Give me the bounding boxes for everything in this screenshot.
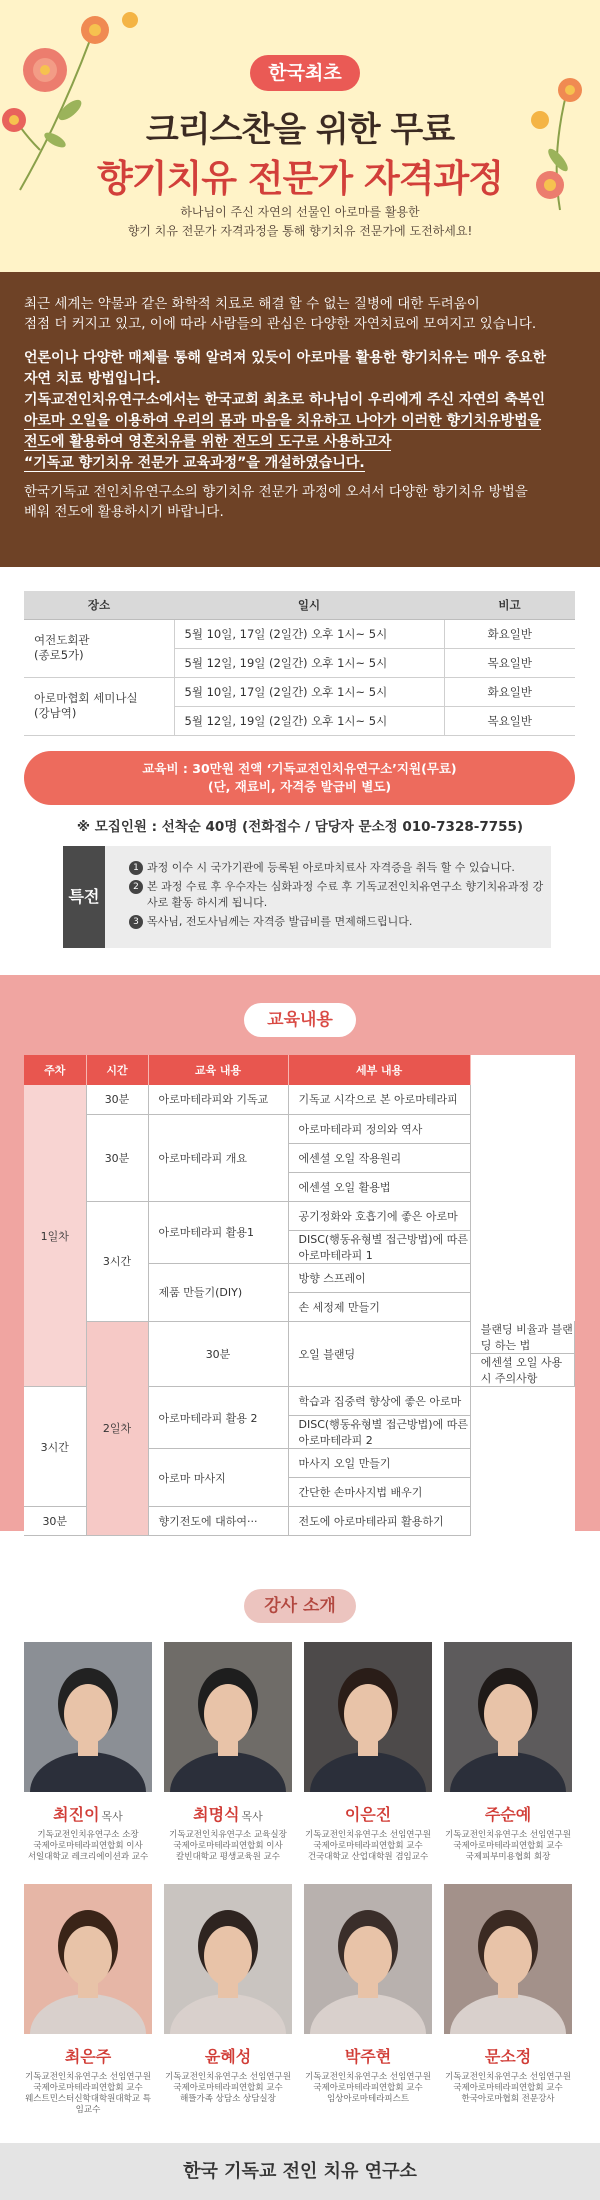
instructor-name: 주순예: [484, 1805, 532, 1824]
intro-section: [0, 272, 600, 567]
instructor-photo: [444, 1642, 572, 1792]
instructor-card: [444, 1884, 572, 2105]
venue-1-place: 여전도회관 (종로5가): [24, 619, 174, 677]
instructor-card: [164, 1642, 292, 1863]
instructor-description: 기독교전인치유연구소 선임연구원 국제아로마테라피연합회 교수 해뜰가족 상담소 상담실장: [165, 2072, 291, 2104]
instructor-card: [304, 1642, 432, 1863]
table-row: 3시간 아로마테라피 활용 2 학습과 집중력 향상에 좋은 아로마: [24, 1387, 575, 1416]
list-item: 1 과정 이수 시 국가기관에 등록된 아로마치료사 자격증을 취득 할 수 있습니다.: [129, 860, 551, 876]
table-row: 30분 아로마테라피 개요 아로마테라피 정의와 역사: [24, 1114, 575, 1143]
first-in-korea-badge: 한국최초: [250, 55, 360, 91]
benefits-label: 특전: [63, 846, 105, 948]
list-item: 3 목사님, 전도사님께는 자격증 발급비를 면제해드립니다.: [129, 914, 551, 930]
instructor-description: 기독교전인치유연구소 선임연구원 국제아로마테라피연합회 교수 웨스트민스터신학대학원대학교 특임교수: [25, 2072, 151, 2115]
venue-2-place: 아로마협회 세미나실 (강남역): [24, 677, 174, 735]
hero-subtitle-line-1: 하나님이 주신 자연의 선물인 아로마를 활용한: [180, 205, 420, 219]
table-row: DISC(행동유형별 접근방법)에 따른 아로마테라피 2: [24, 1416, 575, 1449]
instructor-card: [24, 1884, 152, 2116]
curri-header-week: 주차: [24, 1055, 86, 1085]
instructor-description: 기독교전인치유연구소 선임연구원 국제아로마테라피연합회 교수 국제피부미용협회 회장: [445, 1830, 571, 1862]
instructor-card: [304, 1884, 432, 2105]
instructor-role: 목사: [101, 1810, 123, 1823]
table-row: [24, 677, 575, 706]
instructor-photo: [444, 1884, 572, 2034]
list-item: 2 본 과정 수료 후 우수자는 심화과정 수료 후 기독교전인치유연구소 향기치유과정 강사로 활동 하시게 됩니다.: [129, 879, 551, 911]
schedule-header-datetime: 일시: [174, 591, 444, 619]
number-2-icon: 2: [129, 880, 143, 894]
instructor-photo: [164, 1884, 292, 2034]
schedule-header-place: 장소: [24, 591, 174, 619]
curri-header-time: 시간: [86, 1055, 148, 1085]
instructor-photo: [164, 1642, 292, 1792]
curri-header-content: 교육 내용: [148, 1055, 288, 1085]
schedule-date: 5월 12일, 19일 (2일간) 오후 1시~ 5시: [174, 648, 444, 677]
hero-title-line-1: 크리스찬을 위한 무료: [145, 110, 455, 150]
tuition-fee-banner: 교육비 : 30만원 전액 ‘기독교전인치유연구소’지원(무료) (단, 재료비, 자격증 발급비 별도): [24, 751, 575, 805]
schedule-note: 목요일반: [444, 706, 575, 735]
footer-organization-name: 한국 기독교 전인 치유 연구소: [0, 2143, 600, 2200]
instructor-description: 기독교전인치유연구소 교육실장 국제아로마테라피연합회 이사 칼빈대학교 평생교육원 교수: [169, 1830, 287, 1862]
table-row: 에센셜 오일 사용 시 주의사항: [24, 1354, 575, 1387]
instructor-description: 기독교전인치유연구소 선임연구원 국제아로마테라피연합회 교수 임상아로마테라피스트: [305, 2072, 431, 2104]
schedule-note: 화요일반: [444, 619, 575, 648]
curriculum-section: [0, 975, 600, 1531]
table-row: 에센셜 오일 활용법: [24, 1172, 575, 1201]
instructor-name: 최명식 목사: [193, 1805, 263, 1824]
day-2-label: 2일차: [86, 1321, 148, 1536]
table-row: 간단한 손마사지법 배우기: [24, 1478, 575, 1507]
instructor-photo: [24, 1884, 152, 2034]
instructor-role: 목사: [241, 1810, 263, 1823]
instructors-title: 강사 소개: [244, 1589, 356, 1623]
table-row: [24, 619, 575, 648]
intro-paragraph-1: 최근 세계는 약물과 같은 화학적 치료로 해결 할 수 없는 질병에 대한 두려움이 점점 더 커지고 있고, 이에 따라 사람들의 관심은 다양한 자연치료에 모여지고 있습니다.: [24, 296, 537, 332]
table-row: 에센셜 오일 작용원리: [24, 1143, 575, 1172]
recruitment-info: ※ 모집인원 : 선착순 40명 (전화접수 / 담당자 문소정 010-7328-7755): [76, 819, 524, 835]
table-row: 손 세정제 만들기: [24, 1292, 575, 1321]
table-row: 1일차 30분 아로마테라피와 기독교 기독교 시각으로 본 아로마테라피: [24, 1085, 575, 1114]
instructor-card: [24, 1642, 152, 1863]
curriculum-table: [24, 1055, 575, 1536]
table-row: 2일차 30분 오일 블랜딩 블랜딩 비율과 블랜딩 하는 법: [24, 1321, 575, 1354]
table-row: 30분 향기전도에 대하여··· 전도에 아로마테라피 활용하기: [24, 1507, 575, 1536]
instructors-section: [0, 1572, 600, 2132]
hero-title-line-2: 향기치유 전문가 자격과정: [97, 157, 503, 200]
schedule-date: 5월 12일, 19일 (2일간) 오후 1시~ 5시: [174, 706, 444, 735]
instructor-description: 기독교전인치유연구소 소장 국제아로마테라피연합회 이사 서일대학교 레크리에이션과 교수: [27, 1830, 149, 1862]
day-1-label: 1일차: [24, 1085, 86, 1387]
table-row: 3시간 아로마테라피 활용1 공기정화와 호흡기에 좋은 아로마: [24, 1201, 575, 1230]
instructor-card: [164, 1884, 292, 2105]
table-row: 아로마 마사지 마사지 오일 만들기: [24, 1449, 575, 1478]
schedule-table: [24, 591, 575, 736]
intro-paragraph-2: 언론이나 다양한 매체를 통해 알려져 있듯이 아로마를 활용한 향기치유는 매우 중요한 자연 치료 방법입니다. 기독교전인치유연구소에서는 한국교회 최초로 하나님이 우리에게 주신 자연의 축복인 아로마 오일을 이용하여 우리의 몸과 마음을 치유하고 나아가 이러한 향기치유방법을 전도에 활용하여 영혼치유를 위한 전도의 도구로 사용하고자 “기독교 향기치유 전문가 교육과정”을 개설하였습니다.: [24, 350, 547, 471]
number-1-icon: 1: [129, 861, 143, 875]
schedule-date: 5월 10일, 17일 (2일간) 오후 1시~ 5시: [174, 619, 444, 648]
hero-banner: [0, 0, 600, 272]
instructor-photo: [304, 1642, 432, 1792]
hero-subtitle-line-2: 향기 치유 전문가 자격과정을 통해 향기치유 전문가에 도전하세요!: [127, 224, 473, 238]
instructor-name: 최은주: [64, 2047, 112, 2066]
benefits-list: [105, 846, 551, 948]
table-row: DISC(행동유형별 접근방법)에 따른 아로마테라피 1: [24, 1230, 575, 1263]
curriculum-title: 교육내용: [244, 1003, 356, 1037]
benefits-box: [63, 846, 551, 948]
instructor-name: 윤혜성: [204, 2047, 252, 2066]
instructor-name: 박주현: [344, 2047, 392, 2066]
number-3-icon: 3: [129, 915, 143, 929]
schedule-note: 화요일반: [444, 677, 575, 706]
instructor-name: 문소정: [484, 2047, 532, 2066]
instructor-card: [444, 1642, 572, 1863]
curri-header-detail: 세부 내용: [288, 1055, 470, 1085]
instructor-photo: [304, 1884, 432, 2034]
instructor-name: 최진이 목사: [53, 1805, 123, 1824]
schedule-note: 목요일반: [444, 648, 575, 677]
intro-paragraph-3: 한국기독교 전인치유연구소의 향기치유 전문가 과정에 오셔서 다양한 향기치유 방법을 배워 전도에 활용하시기 바랍니다.: [24, 484, 528, 520]
instructor-name: 이은진: [344, 1805, 392, 1824]
instructor-description: 기독교전인치유연구소 선임연구원 국제아로마테라피연합회 교수 건국대학교 산업대학원 겸임교수: [305, 1830, 431, 1862]
schedule-date: 5월 10일, 17일 (2일간) 오후 1시~ 5시: [174, 677, 444, 706]
instructor-photo: [24, 1642, 152, 1792]
instructor-description: 기독교전인치유연구소 선임연구원 국제아로마테라피연합회 교수 한국아로마협회 전문강사: [445, 2072, 571, 2104]
schedule-header-note: 비고: [444, 591, 575, 619]
table-row: 제품 만들기(DIY) 방향 스프레이: [24, 1263, 575, 1292]
